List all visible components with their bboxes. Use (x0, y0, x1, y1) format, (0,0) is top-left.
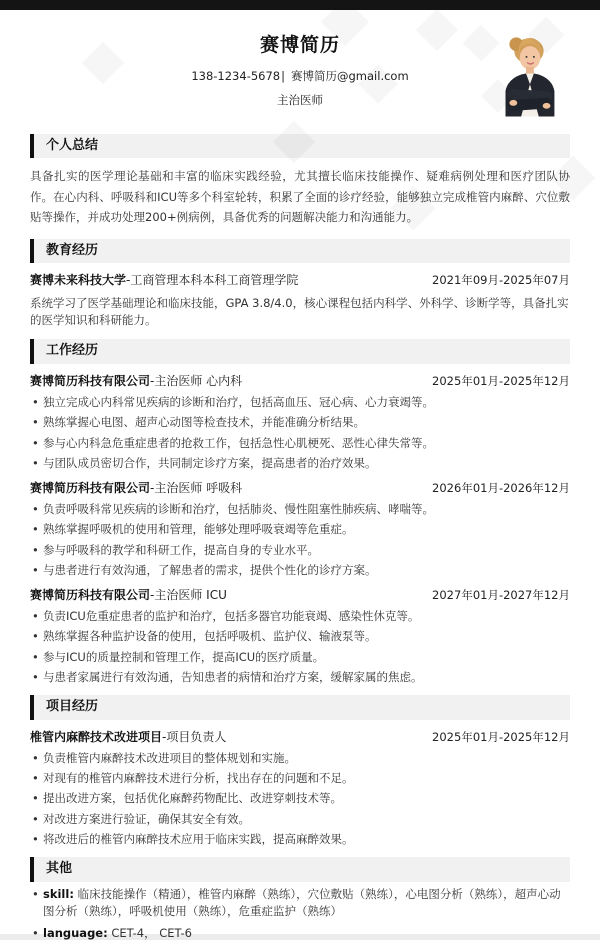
education-date: 2021年09月-2025年07月 (432, 273, 570, 288)
job-bullet-list (30, 394, 570, 471)
project-role: -项目负责人 (162, 730, 227, 744)
education-entry-header (30, 272, 570, 289)
email-address: 赛博简历@gmail.com (291, 68, 409, 83)
phone-number: 138-1234-5678 (191, 68, 281, 83)
job-bullet: • 独立完成心内科常见疾病的诊断和治疗，包括高血压、冠心病、心力衰竭等。 (30, 394, 570, 410)
company-name: 赛博简历科技有限公司 (30, 374, 151, 389)
candidate-title: 主治医师 (277, 92, 323, 107)
job-title (30, 480, 242, 497)
candidate-name: 赛博简历 (259, 34, 340, 56)
job-bullet: • 参与ICU的质量控制和管理工作，提高ICU的医疗质量。 (30, 649, 570, 665)
language-item (30, 925, 570, 940)
job-entry-header (30, 480, 570, 497)
profile-photo-illustration (484, 28, 572, 122)
section-heading-summary: 个人总结 (30, 134, 570, 159)
profile-photo (484, 28, 572, 122)
job-entry-header (30, 373, 570, 390)
job-role: -主治医师 呼吸科 (150, 481, 243, 496)
project-title (30, 729, 226, 746)
skill-label: skill: (43, 887, 74, 902)
education-title (30, 272, 298, 289)
project-bullet: • 负责椎管内麻醉技术改进项目的整体规划和实施。 (30, 750, 570, 766)
project-bullet: • 对现有的椎管内麻醉技术进行分析，找出存在的问题和不足。 (30, 770, 570, 786)
education-description: 系统学习了医学基础理论和临床技能，GPA 3.8/4.0，核心课程包括内科学、外科学、诊断学等，具备扎实的医学知识和科研能力。 (30, 295, 569, 328)
section-heading-work: 工作经历 (30, 339, 570, 364)
program-name: -工商管理本科本科工商管理学院 (126, 273, 299, 288)
school-name: 赛博未来科技大学 (30, 273, 127, 288)
job-role: -主治医师 心内科 (150, 374, 243, 389)
section-heading-other: 其他 (30, 857, 570, 882)
other-list (30, 886, 570, 940)
job-bullet: • 负责呼吸科常见疾病的诊断和治疗，包括肺炎、慢性阻塞性肺疾病、哮喘等。 (30, 501, 570, 517)
job-bullet-list (30, 501, 570, 578)
skill-item (30, 886, 570, 921)
job-role: -主治医师 ICU (150, 588, 227, 603)
language-value: CET-4， CET-6 (111, 925, 192, 940)
top-divider-bar (0, 0, 600, 10)
job-bullet: • 与患者家属进行有效沟通，告知患者的病情和治疗方案，缓解家属的焦虑。 (30, 669, 570, 685)
project-bullet: • 提出改进方案，包括优化麻醉药物配比、改进穿刺技术等。 (30, 790, 570, 806)
job-date: 2027年01月-2027年12月 (432, 588, 570, 603)
job-bullet: • 与团队成员密切合作，共同制定诊疗方案，提高患者的治疗效果。 (30, 455, 570, 471)
job-date: 2026年01月-2026年12月 (432, 481, 570, 496)
language-label: language: (43, 925, 108, 940)
contact-separator: | (281, 68, 285, 83)
project-name: 椎管内麻醉技术改进项目 (30, 730, 163, 744)
project-bullet: • 对改进方案进行验证，确保其安全有效。 (30, 811, 570, 827)
project-date: 2025年01月-2025年12月 (432, 730, 570, 744)
company-name: 赛博简历科技有限公司 (30, 588, 151, 603)
skill-value: 临床技能操作（精通），椎管内麻醉（熟练），穴位敷贴（熟练），心电图分析（熟练），超声心动图分析（熟练），呼吸机使用（熟练），危重症监护（熟练） (43, 887, 561, 919)
job-date: 2025年01月-2025年12月 (432, 374, 570, 389)
job-bullet: • 熟练掌握心电图、超声心动图等检查技术，并能准确分析结果。 (30, 414, 570, 430)
job-bullet-list (30, 608, 570, 685)
project-bullet: • 将改进后的椎管内麻醉技术应用于临床实践，提高麻醉效果。 (30, 831, 570, 847)
job-title (30, 587, 227, 604)
summary-text: 具备扎实的医学理论基础和丰富的临床实践经验，尤其擅长临床技能操作、疑难病例处理和医疗团队协作。在心内科、呼吸科和ICU等多个科室轮转，积累了全面的诊疗经验，能够独立完成椎管内麻醉、穴位敷贴等操作，并成功处理200+例病例，具备优秀的问题解决能力和沟通能力。 (30, 169, 570, 224)
job-bullet: • 熟练掌握呼吸机的使用和管理，能够处理呼吸衰竭等危重症。 (30, 521, 570, 537)
job-bullet: • 熟练掌握各种监护设备的使用，包括呼吸机、监护仪、输液泵等。 (30, 628, 570, 644)
job-bullet: • 参与心内科急危重症患者的抢救工作，包括急性心肌梗死、恶性心律失常等。 (30, 435, 570, 451)
company-name: 赛博简历科技有限公司 (30, 481, 151, 496)
section-heading-projects: 项目经历 (30, 695, 570, 720)
job-title (30, 373, 242, 390)
job-bullet: • 负责ICU危重症患者的监护和治疗，包括多器官功能衰竭、感染性休克等。 (30, 608, 570, 624)
job-bullet: • 与患者进行有效沟通，了解患者的需求，提供个性化的诊疗方案。 (30, 562, 570, 578)
section-heading-education: 教育经历 (30, 239, 570, 264)
job-entry-header (30, 587, 570, 604)
job-bullet: • 参与呼吸科的教学和科研工作，提高自身的专业水平。 (30, 542, 570, 558)
project-entry-header (30, 729, 570, 746)
project-bullet-list (30, 750, 570, 848)
